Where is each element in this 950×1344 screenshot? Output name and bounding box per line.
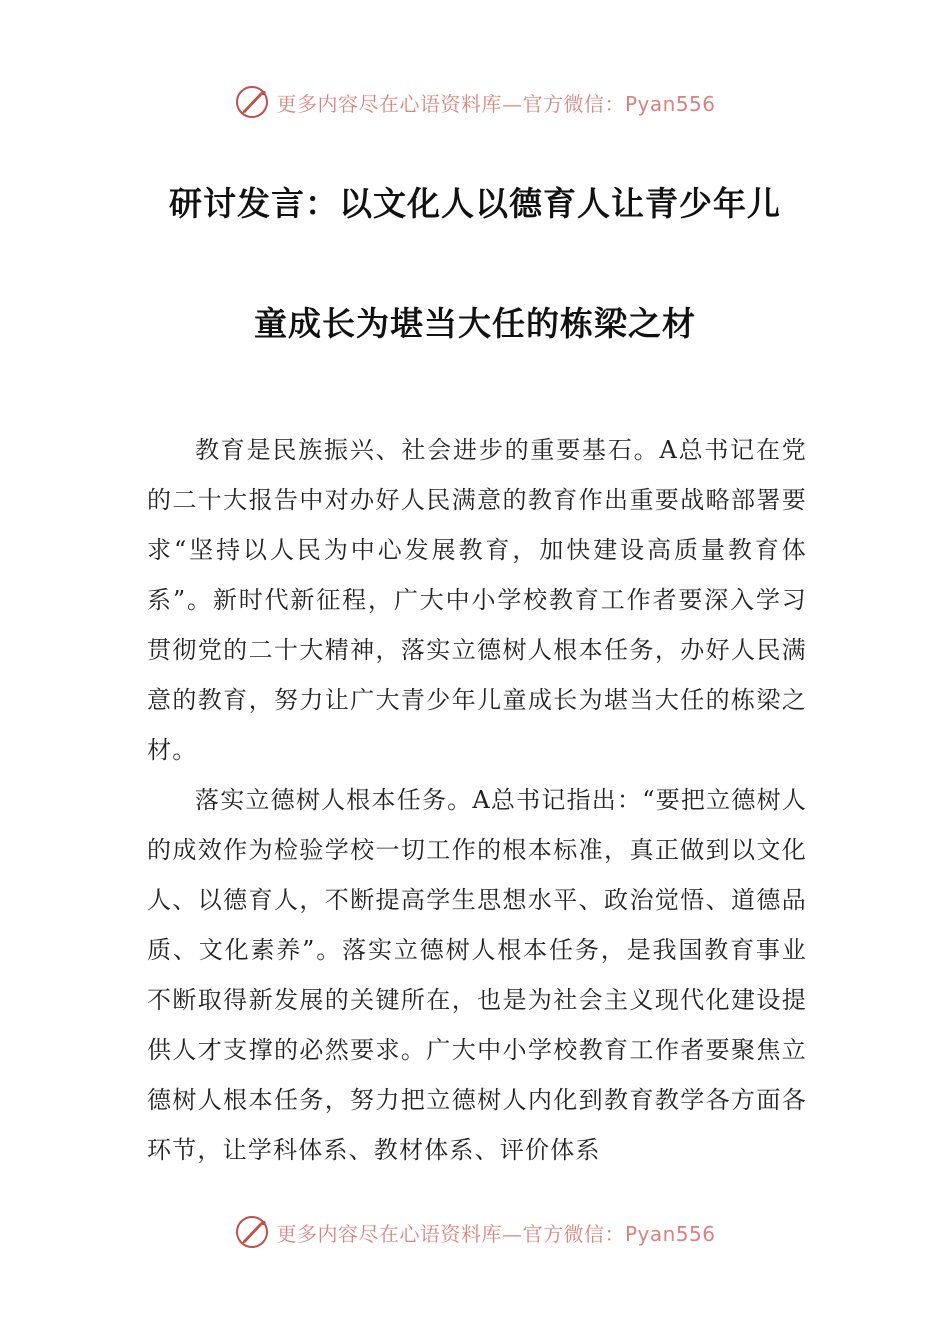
- footer-watermark: [0, 1212, 950, 1252]
- quill-pen-logo-icon: [234, 84, 270, 120]
- quill-pen-logo-icon: [234, 1214, 270, 1250]
- body-paragraph: 教育是民族振兴、社会进步的重要基石。A总书记在党的二十大报告中对办好人民满意的教育作出重要战略部署要求“坚持以人民为中心发展教育，加快建设高质量教育体系”。新时代新征程，广大中小学校教育工作者要深入学习贯彻党的二十大精神，落实立德树人根本任务，办好人民满意的教育，努力让广大青少年儿童成长为堪当大任的栋梁之材。: [147, 436, 807, 764]
- document-body: [147, 425, 807, 1175]
- watermark-text: 更多内容尽在心语资料库—官方微信：Pyan556: [276, 91, 716, 116]
- body-paragraph: 落实立德树人根本任务。A总书记指出：“要把立德树人的成效作为检验学校一切工作的根本标准，真正做到以文化人、以德育人，不断提高学生思想水平、政治觉悟、道德品质、文化素养”。落实立德树人根本任务，是我国教育事业不断取得新发展的关键所在，也是为社会主义现代化建设提供人才支撑的必然要求。广大中小学校教育工作者要聚焦立德树人根本任务，努力把立德树人内化到教育教学各方面各环节，让学科体系、教材体系、评价体系: [147, 786, 807, 1164]
- watermark-text: 更多内容尽在心语资料库—官方微信：Pyan556: [276, 1221, 716, 1246]
- document-title-line-1: 研讨发言：以文化人以德育人让青少年儿: [169, 184, 781, 223]
- header-watermark: [0, 82, 950, 122]
- document-title-line-2: 童成长为堪当大任的栋梁之材: [254, 304, 696, 343]
